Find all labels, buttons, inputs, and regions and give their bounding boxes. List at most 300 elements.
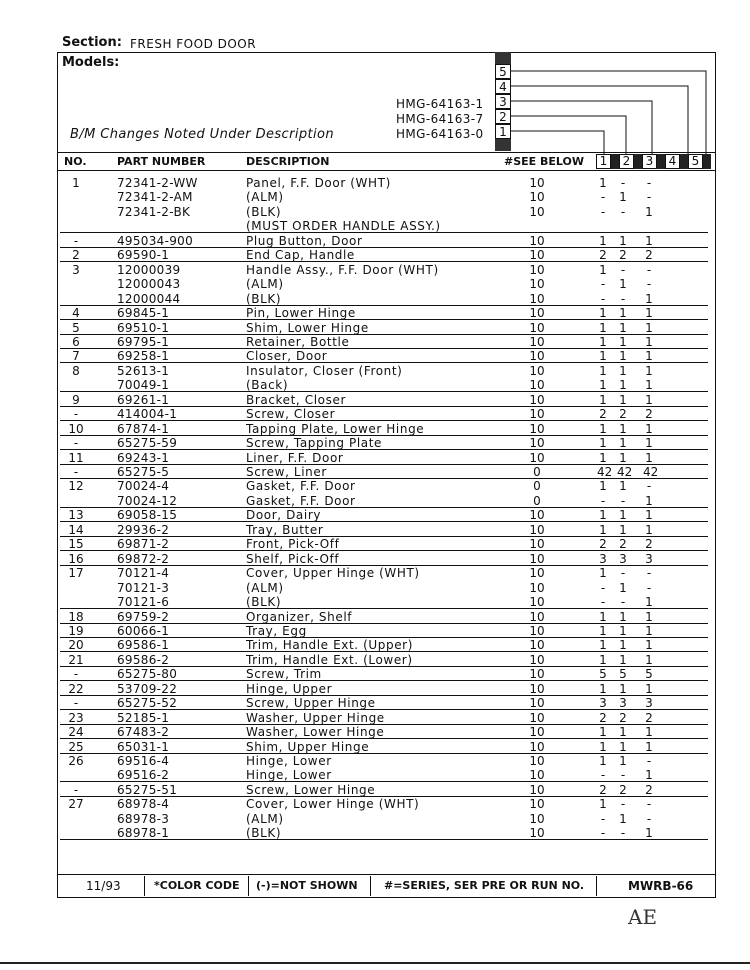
row-part-number: 29936-2: [117, 522, 170, 537]
row-description: Screw, Upper Hinge: [246, 696, 376, 711]
row-qty-model-3: 2: [645, 407, 653, 422]
row-part-number: 67874-1: [117, 421, 170, 436]
row-qty-model-1: 2: [599, 782, 607, 797]
row-qty-model-3: 5: [645, 667, 653, 682]
row-qty-model-1: 1: [599, 176, 607, 190]
row-see-below: 10: [529, 436, 545, 451]
row-part-number: 70121-4: [117, 566, 170, 581]
row-item-no: -: [73, 233, 79, 248]
table-row: [0, 783, 750, 797]
col-divider-dark: [657, 154, 665, 169]
col-divider-dark: [611, 154, 619, 169]
row-qty-model-3: 1: [645, 450, 653, 465]
table-row: [0, 768, 750, 782]
table-row: [0, 826, 750, 840]
row-see-below: 10: [529, 551, 545, 566]
row-qty-model-2: 1: [619, 421, 627, 436]
row-item-no: -: [73, 696, 79, 711]
row-qty-model-2: 1: [619, 638, 627, 653]
table-row: [0, 725, 750, 739]
row-qty-model-2: 1: [619, 681, 627, 696]
table-row: [0, 581, 750, 595]
row-qty-model-2: 1: [619, 306, 627, 321]
row-see-below: 10: [529, 667, 545, 682]
row-see-below: 0: [533, 479, 541, 494]
model-box-1: 1: [495, 124, 511, 139]
row-description: Screw, Closer: [246, 407, 336, 422]
row-qty-model-1: 2: [599, 537, 607, 552]
row-item-no: 5: [72, 320, 80, 335]
table-row: [0, 263, 750, 277]
row-see-below: 10: [529, 349, 545, 364]
table-row: [0, 696, 750, 710]
row-qty-model-1: 1: [599, 652, 607, 667]
row-description: Panel, F.F. Door (WHT): [246, 176, 391, 190]
footer-doc-code: MWRB-66: [628, 879, 694, 893]
row-see-below: 10: [529, 277, 545, 292]
row-description: Hinge, Lower: [246, 754, 332, 768]
table-row: [0, 740, 750, 754]
row-qty-model-1: 1: [599, 566, 607, 581]
row-description: Hinge, Upper: [246, 681, 333, 696]
row-item-no: 7: [72, 349, 80, 364]
table-row: [0, 306, 750, 320]
row-description: Insulator, Closer (Front): [246, 363, 403, 378]
row-see-below: 10: [529, 537, 545, 552]
row-qty-model-1: 1: [599, 797, 607, 812]
row-see-below: 10: [529, 811, 545, 826]
row-qty-model-2: -: [620, 826, 626, 841]
footer-series-note: #=SERIES, SER PRE OR RUN NO.: [384, 879, 585, 892]
row-qty-model-3: 1: [645, 638, 653, 653]
row-see-below: 10: [529, 826, 545, 841]
row-description: Tapping Plate, Lower Hinge: [246, 421, 425, 436]
row-qty-model-1: 1: [599, 522, 607, 537]
row-description: (ALM): [246, 277, 284, 292]
row-description: (ALM): [246, 190, 284, 205]
row-qty-model-3: 1: [645, 349, 653, 364]
row-part-number: 69871-2: [117, 537, 170, 552]
model-box-2: 2: [495, 109, 511, 124]
table-row: [0, 552, 750, 566]
row-qty-model-1: -: [600, 811, 606, 826]
row-see-below: 10: [529, 580, 545, 595]
col-header-model-1: 1: [596, 154, 611, 169]
row-part-number: 12000044: [117, 291, 181, 306]
row-description: Gasket, F.F. Door: [246, 479, 356, 494]
table-row: [0, 610, 750, 624]
row-description: Shim, Upper Hinge: [246, 739, 370, 754]
row-part-number: 69516-2: [117, 768, 170, 783]
row-qty-model-2: 1: [619, 609, 627, 624]
row-see-below: 10: [529, 291, 545, 306]
table-row: [0, 682, 750, 696]
row-qty-model-3: 1: [645, 623, 653, 638]
row-qty-model-1: 1: [599, 508, 607, 523]
row-see-below: 10: [529, 522, 545, 537]
row-item-no: 17: [68, 566, 84, 581]
row-qty-model-2: 1: [619, 580, 627, 595]
row-qty-model-1: -: [600, 493, 606, 508]
row-item-no: -: [73, 782, 79, 797]
row-item-no: -: [73, 667, 79, 682]
col-header-model-2: 2: [619, 154, 634, 169]
row-qty-model-2: 1: [619, 522, 627, 537]
row-item-no: 27: [68, 797, 84, 812]
table-row: [0, 754, 750, 768]
row-qty-model-1: -: [600, 595, 606, 610]
row-part-number: 68978-3: [117, 811, 170, 826]
row-see-below: 10: [529, 306, 545, 321]
table-row: [0, 812, 750, 826]
row-description: Shelf, Pick-Off: [246, 551, 340, 566]
row-qty-model-3: -: [646, 262, 652, 277]
row-part-number: 69516-4: [117, 754, 170, 768]
row-qty-model-3: 1: [645, 320, 653, 335]
row-qty-model-1: 1: [599, 363, 607, 378]
col-header-model-5: 5: [688, 154, 703, 169]
row-see-below: 10: [529, 508, 545, 523]
row-see-below: 10: [529, 320, 545, 335]
model-box-5: 5: [495, 64, 511, 79]
table-row: [0, 234, 750, 248]
row-part-number: 72341-2-AM: [117, 190, 193, 205]
row-part-number: 70024-4: [117, 479, 170, 494]
row-description: Screw, Liner: [246, 465, 327, 479]
row-see-below: 10: [529, 595, 545, 610]
row-part-number: 65275-5: [117, 465, 170, 479]
row-item-no: -: [73, 436, 79, 451]
row-qty-model-3: 3: [645, 696, 653, 711]
row-qty-model-1: 1: [599, 638, 607, 653]
row-qty-model-1: 1: [599, 436, 607, 451]
row-see-below: 10: [529, 782, 545, 797]
model-box-3: 3: [495, 94, 511, 109]
row-see-below: 10: [529, 450, 545, 465]
row-description: (BLK): [246, 826, 282, 841]
row-see-below: 10: [529, 768, 545, 783]
row-qty-model-1: 1: [599, 392, 607, 407]
row-description: (ALM): [246, 580, 284, 595]
row-qty-model-2: 1: [619, 233, 627, 248]
row-see-below: 10: [529, 248, 545, 263]
row-description: Handle Assy., F.F. Door (WHT): [246, 262, 439, 277]
model-name-1: HMG-64163-0: [396, 127, 484, 141]
row-qty-model-3: 1: [645, 204, 653, 219]
row-qty-model-2: 2: [619, 782, 627, 797]
row-description: Trim, Handle Ext. (Lower): [246, 652, 413, 667]
row-see-below: 0: [533, 493, 541, 508]
row-part-number: 69872-2: [117, 551, 170, 566]
row-qty-model-1: 1: [599, 320, 607, 335]
table-row: [0, 190, 750, 204]
row-item-no: 11: [68, 450, 84, 465]
row-qty-model-2: -: [620, 176, 626, 190]
col-divider-dark: [680, 154, 688, 169]
row-description: Hinge, Lower: [246, 768, 332, 783]
row-part-number: 69586-2: [117, 652, 170, 667]
row-qty-model-2: 1: [619, 320, 627, 335]
row-qty-model-2: 1: [619, 623, 627, 638]
row-item-no: 26: [68, 754, 84, 768]
row-part-number: 67483-2: [117, 725, 170, 740]
row-description: (BLK): [246, 595, 282, 610]
row-item-no: 22: [68, 681, 84, 696]
col-divider-dark: [703, 154, 711, 169]
row-part-number: 53709-22: [117, 681, 178, 696]
row-part-number: 69586-1: [117, 638, 170, 653]
row-part-number: 65275-59: [117, 436, 178, 451]
row-qty-model-2: -: [620, 204, 626, 219]
row-qty-model-2: 1: [619, 436, 627, 451]
row-qty-model-2: -: [620, 595, 626, 610]
row-qty-model-1: 42: [597, 465, 613, 479]
row-item-no: 3: [72, 262, 80, 277]
row-qty-model-2: 1: [619, 450, 627, 465]
footer-divider: [248, 876, 249, 896]
row-description: Trim, Handle Ext. (Upper): [246, 638, 413, 653]
row-qty-model-3: 1: [645, 363, 653, 378]
row-qty-model-1: 2: [599, 710, 607, 725]
row-description: (Back): [246, 378, 289, 393]
row-qty-model-3: 3: [645, 551, 653, 566]
col-header-no: NO.: [64, 155, 87, 168]
row-qty-model-2: 42: [617, 465, 633, 479]
row-qty-model-2: 1: [619, 190, 627, 205]
row-qty-model-3: 1: [645, 392, 653, 407]
row-see-below: 10: [529, 407, 545, 422]
row-qty-model-2: 1: [619, 363, 627, 378]
row-qty-model-3: -: [646, 277, 652, 292]
row-see-below: 10: [529, 262, 545, 277]
row-see-below: 10: [529, 392, 545, 407]
row-qty-model-3: 1: [645, 739, 653, 754]
row-part-number: 69258-1: [117, 349, 170, 364]
row-qty-model-1: 1: [599, 421, 607, 436]
row-qty-model-1: 1: [599, 739, 607, 754]
row-see-below: 10: [529, 204, 545, 219]
row-part-number: 12000039: [117, 262, 181, 277]
row-item-no: 23: [68, 710, 84, 725]
row-qty-model-1: -: [600, 204, 606, 219]
row-item-no: 2: [72, 248, 80, 263]
row-qty-model-2: -: [620, 768, 626, 783]
col-header-see-below: #SEE BELOW: [504, 155, 584, 168]
row-qty-model-3: 1: [645, 306, 653, 321]
row-item-no: 10: [68, 421, 84, 436]
row-qty-model-3: -: [646, 580, 652, 595]
row-qty-model-1: 1: [599, 479, 607, 494]
row-see-below: 10: [529, 652, 545, 667]
model-box-4: 4: [495, 79, 511, 94]
row-part-number: 68978-1: [117, 826, 170, 841]
row-description: Screw, Tapping Plate: [246, 436, 383, 451]
row-qty-model-3: 2: [645, 537, 653, 552]
row-part-number: 70049-1: [117, 378, 170, 393]
row-part-number: 69058-15: [117, 508, 178, 523]
table-row: [0, 494, 750, 508]
row-qty-model-1: -: [600, 277, 606, 292]
row-description: Organizer, Shelf: [246, 609, 353, 624]
col-header-part-number: PART NUMBER: [117, 155, 206, 168]
table-row: [0, 537, 750, 551]
row-item-no: 1: [72, 176, 80, 190]
table-row: [0, 508, 750, 522]
row-description: Tray, Egg: [246, 623, 307, 638]
row-qty-model-3: 1: [645, 421, 653, 436]
footer-divider: [596, 876, 597, 896]
row-qty-model-2: -: [620, 262, 626, 277]
row-qty-model-2: 2: [619, 248, 627, 263]
row-see-below: 10: [529, 176, 545, 190]
row-description: Tray, Butter: [246, 522, 324, 537]
row-qty-model-3: -: [646, 797, 652, 812]
row-qty-model-2: 1: [619, 479, 627, 494]
row-item-no: 25: [68, 739, 84, 754]
row-see-below: 10: [529, 696, 545, 711]
row-qty-model-3: 1: [645, 652, 653, 667]
header-top-rule: [57, 152, 716, 153]
row-qty-model-2: 1: [619, 508, 627, 523]
table-row: [0, 349, 750, 363]
row-item-no: 19: [68, 623, 84, 638]
table-row: [0, 321, 750, 335]
row-part-number: 65275-51: [117, 782, 178, 797]
col-header-description: DESCRIPTION: [246, 155, 330, 168]
row-part-number: 72341-2-BK: [117, 204, 191, 219]
row-qty-model-2: 5: [619, 667, 627, 682]
row-part-number: 69759-2: [117, 609, 170, 624]
page-bottom-rule: [0, 962, 750, 964]
row-qty-model-2: -: [620, 493, 626, 508]
table-row: [0, 638, 750, 652]
row-qty-model-3: -: [646, 754, 652, 768]
row-see-below: 10: [529, 710, 545, 725]
row-qty-model-3: 2: [645, 248, 653, 263]
row-item-no: 15: [68, 537, 84, 552]
row-part-number: 65275-52: [117, 696, 178, 711]
row-see-below: 10: [529, 638, 545, 653]
table-row: [0, 595, 750, 609]
row-item-no: 12: [68, 479, 84, 494]
row-item-no: 18: [68, 609, 84, 624]
row-qty-model-3: 1: [645, 493, 653, 508]
row-qty-model-1: 1: [599, 334, 607, 349]
row-see-below: 10: [529, 797, 545, 812]
row-qty-model-1: 1: [599, 681, 607, 696]
row-description: Front, Pick-Off: [246, 537, 340, 552]
row-qty-model-3: 1: [645, 681, 653, 696]
row-item-no: 6: [72, 334, 80, 349]
table-row: [0, 422, 750, 436]
row-part-number: 60066-1: [117, 623, 170, 638]
row-part-number: 69845-1: [117, 306, 170, 321]
row-group-underline: [60, 839, 708, 840]
row-qty-model-2: 3: [619, 696, 627, 711]
row-qty-model-3: 1: [645, 595, 653, 610]
row-part-number: 72341-2-WW: [117, 176, 198, 190]
row-description: Screw, Trim: [246, 667, 322, 682]
row-see-below: 0: [533, 465, 541, 479]
row-part-number: 70024-12: [117, 493, 178, 508]
row-description: Screw, Lower Hinge: [246, 782, 376, 797]
section-value: FRESH FOOD DOOR: [130, 37, 257, 51]
row-item-no: -: [73, 465, 79, 479]
row-part-number: 70121-6: [117, 595, 170, 610]
table-row: [0, 479, 750, 493]
row-qty-model-3: -: [646, 811, 652, 826]
models-label: Models:: [62, 55, 120, 70]
handwritten-initials: AE: [628, 905, 658, 929]
row-part-number: 68978-4: [117, 797, 170, 812]
row-see-below: 10: [529, 190, 545, 205]
row-description: (BLK): [246, 204, 282, 219]
table-row: [0, 653, 750, 667]
row-qty-model-2: 1: [619, 392, 627, 407]
row-qty-model-2: 3: [619, 551, 627, 566]
row-qty-model-1: -: [600, 291, 606, 306]
row-qty-model-1: 1: [599, 349, 607, 364]
table-row: [0, 407, 750, 421]
row-description: Pin, Lower Hinge: [246, 306, 356, 321]
row-qty-model-2: 1: [619, 378, 627, 393]
row-qty-model-2: 1: [619, 277, 627, 292]
row-description: Shim, Lower Hinge: [246, 320, 369, 335]
row-see-below: 10: [529, 334, 545, 349]
row-qty-model-2: -: [620, 566, 626, 581]
row-see-below: 10: [529, 609, 545, 624]
row-description: Washer, Upper Hinge: [246, 710, 385, 725]
row-qty-model-1: 3: [599, 551, 607, 566]
row-part-number: 65031-1: [117, 739, 170, 754]
model-name-3: HMG-64163-1: [396, 97, 484, 111]
row-qty-model-2: 1: [619, 811, 627, 826]
col-header-model-3: 3: [642, 154, 657, 169]
row-qty-model-2: 1: [619, 725, 627, 740]
row-qty-model-2: 2: [619, 710, 627, 725]
row-part-number: 414004-1: [117, 407, 178, 422]
row-qty-model-3: 1: [645, 725, 653, 740]
table-row: [0, 248, 750, 262]
row-qty-model-3: -: [646, 176, 652, 190]
table-row: [0, 277, 750, 291]
row-description: Liner, F.F. Door: [246, 450, 344, 465]
row-description: (MUST ORDER HANDLE ASSY.): [246, 219, 441, 234]
row-part-number: 69243-1: [117, 450, 170, 465]
row-qty-model-3: 1: [645, 334, 653, 349]
row-see-below: 10: [529, 378, 545, 393]
row-see-below: 10: [529, 681, 545, 696]
table-row: [0, 219, 750, 233]
table-row: [0, 393, 750, 407]
table-row: [0, 523, 750, 537]
table-row: [0, 176, 750, 190]
row-qty-model-1: 1: [599, 609, 607, 624]
row-see-below: 10: [529, 623, 545, 638]
row-description: (BLK): [246, 291, 282, 306]
header-bottom-rule: [57, 170, 716, 171]
table-row: [0, 364, 750, 378]
row-description: Washer, Lower Hinge: [246, 725, 385, 740]
row-qty-model-2: 1: [619, 349, 627, 364]
row-qty-model-1: -: [600, 580, 606, 595]
row-qty-model-1: 2: [599, 248, 607, 263]
row-item-no: 16: [68, 551, 84, 566]
table-row: [0, 292, 750, 306]
row-description: Cover, Lower Hinge (WHT): [246, 797, 420, 812]
row-description: Closer, Door: [246, 349, 328, 364]
row-qty-model-1: 1: [599, 233, 607, 248]
